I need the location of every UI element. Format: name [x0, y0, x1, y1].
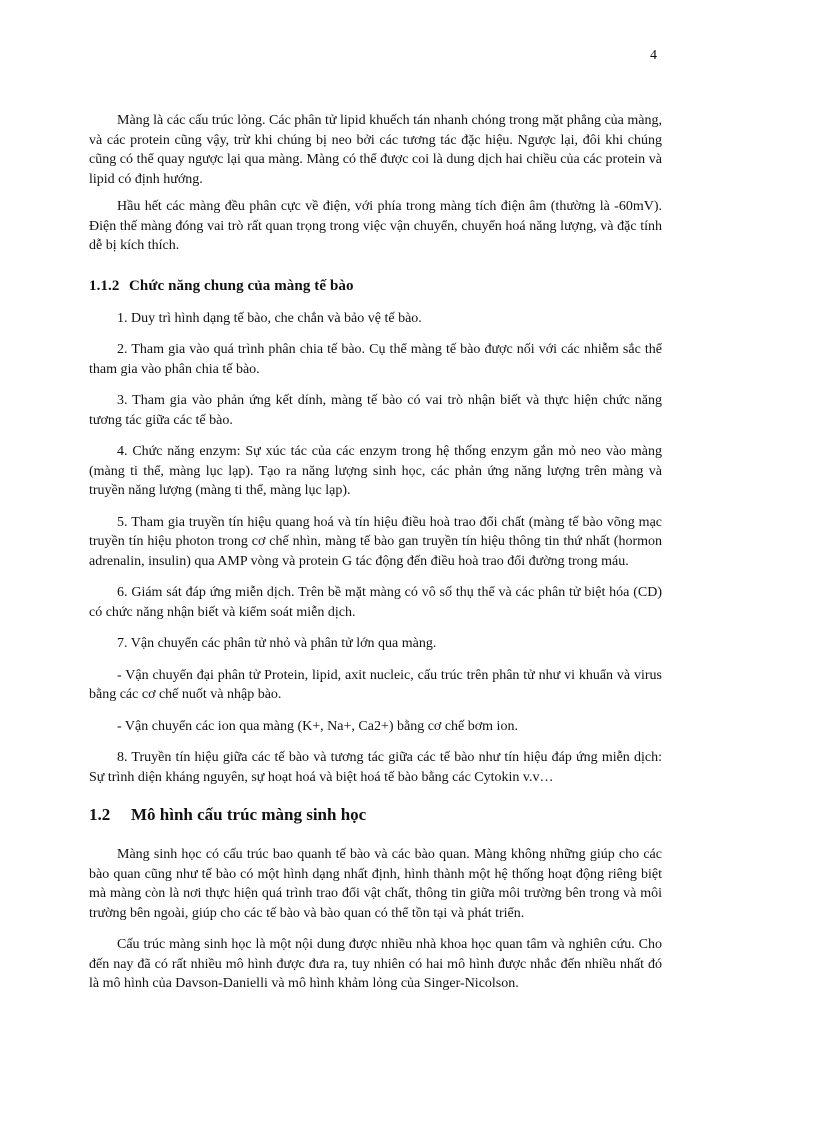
paragraph-membrane-models: Cấu trúc màng sinh học là một nội dung được nhiều nhà khoa học quan tâm và nghiên cứu. Cho đến nay đã có rất nhiều mô hình được đưa ra, tuy nhiên có hai mô hình được nhắc đến nhiều nhất đó là mô hình của Davson-Danielli và mô hình khảm lỏng của Singer-Nicolson.: [89, 937, 662, 991]
function-item-5: 5. Tham gia truyền tín hiệu quang hoá và tín hiệu điều hoà trao đổi chất (màng tế bào võng mạc truyền tín hiệu photon trong cơ chế nhìn, màng tế bào gan truyền tín hiệu thông tin thứ nhất (hormon adrenalin, insulin) qua AMP vòng và protein G tác động đến điều hoà trao đổi đường trong máu.: [89, 514, 662, 569]
paragraph-membrane-fluid: Màng là các cấu trúc lỏng. Các phân tử lipid khuếch tán nhanh chóng trong mặt phẳng của màng, và các protein cũng vậy, trừ khi chúng bị neo bởi các tương tác đặc hiệu. Ngược lại, đôi khi chúng cũng có thể quay ngược lại qua màng. Màng có thể được coi là dung dịch hai chiều của các protein và lipid có định hướng.: [89, 113, 662, 187]
section-number: 1.2: [89, 805, 111, 824]
function-item-6: 6. Giám sát đáp ứng miễn dịch. Trên bề mặt màng có vô số thụ thể và các phân tử biệt hóa (CD) có chức năng nhận biết và kiểm soát miễn dịch.: [89, 585, 662, 620]
function-item-7-sub-2: - Vận chuyển các ion qua màng (K+, Na+, Ca2+) bằng cơ chế bơm ion.: [117, 718, 518, 734]
section-title: Mô hình cấu trúc màng sinh học: [131, 805, 367, 824]
function-item-1: 1. Duy trì hình dạng tế bào, che chắn và bảo vệ tế bào.: [117, 310, 422, 326]
paragraph-membrane-polarity: Hầu hết các màng đều phân cực về điện, với phía trong màng tích điện âm (thường là -60mV). Điện thế màng đóng vai trò rất quan trọng trong việc vận chuyển, chuyển hoá năng lượng, và đặc tính dễ bị kích thích.: [89, 199, 662, 253]
page-content: [89, 111, 662, 994]
function-item-4: 4. Chức năng enzym: Sự xúc tác của các enzym trong hệ thống enzym gắn mỏ neo vào màng (màng ti thể, màng lục lạp). Tạo ra năng lượng sinh học, các phản ứng năng lượng trên màng và truyền năng lượng (màng ti thể, màng lục lạp).: [89, 444, 662, 498]
section-number: 1.1.2: [89, 277, 120, 294]
function-item-8: 8. Truyền tín hiệu giữa các tế bào và tương tác giữa các tế bào như tín hiệu đáp ứng miễn dịch: Sự trình diện kháng nguyên, sự hoạt hoá và biệt hoá tế bào bằng các Cytokin v.v…: [89, 750, 662, 785]
function-item-2: 2. Tham gia vào quá trình phân chia tế bào. Cụ thể màng tế bào được nối với các nhiễm sắc thể tham gia vào phân chia tế bào.: [89, 342, 662, 377]
function-item-7: 7. Vận chuyển các phân tử nhỏ và phân tử lớn qua màng.: [117, 636, 437, 651]
function-item-7-sub-1: - Vận chuyển đại phân tử Protein, lipid, axit nucleic, cấu trúc trên phân tử như vi khuẩn và virus bằng các cơ chế nuốt và nhập bào.: [89, 667, 662, 702]
page-number: 4: [650, 48, 657, 63]
section-heading-1-1-2: [89, 278, 662, 295]
function-item-3: 3. Tham gia vào phản ứng kết dính, màng tế bào có vai trò nhận biết và thực hiện chức năng tương tác giữa các tế bào.: [89, 393, 662, 428]
paragraph-membrane-structure: Màng sinh học có cấu trúc bao quanh tế bào và các bào quan. Màng không những giúp cho các bào quan cũng như tế bào có một hình dạng nhất định, hình thành một hệ thống hoạt động riêng biệt mà màng còn là nơi thực hiện quá trình trao đổi vật chất, thông tin giữa môi trường bên trong và môi trường bên ngoài, giúp cho các tế bào và bào quan có thể tồn tại và phát triển.: [89, 847, 662, 921]
section-heading-1-2: [89, 805, 662, 825]
section-title: Chức năng chung của màng tế bào: [129, 277, 354, 294]
